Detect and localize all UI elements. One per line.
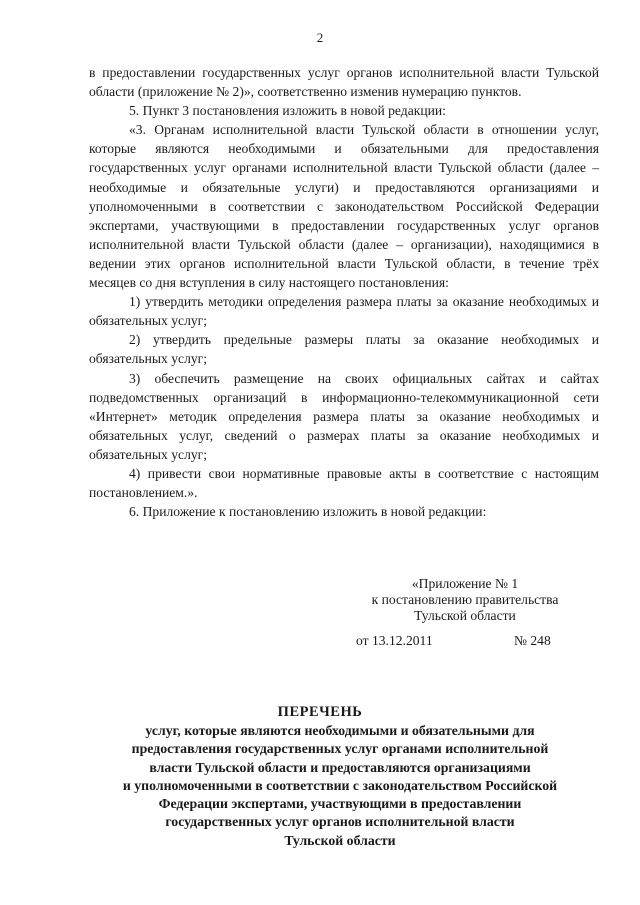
- appendix-region: Тульской области: [414, 608, 516, 623]
- appendix-date: от 13.12.2011: [356, 633, 433, 648]
- list-subtitle-line: Тульской области: [284, 832, 396, 848]
- paragraph-subitem-4: 4) привести свои нормативные правовые акты в соответствие с настоящим постановлением.».: [89, 465, 599, 501]
- appendix-reference: к постановлению правительства: [371, 592, 559, 607]
- paragraph-subitem-1: 1) утвердить методики определения размера платы за оказание необходимых и обязательных услуг;: [89, 294, 599, 329]
- page-number: 2: [316, 30, 324, 45]
- list-subtitle: [80, 722, 600, 850]
- list-subtitle-line: власти Тульской области и предоставляются организациями: [149, 759, 531, 775]
- appendix-label: «Приложение № 1: [411, 576, 519, 591]
- appendix-header: [330, 576, 600, 624]
- paragraph-subitem-3: 3) обеспечить размещение на своих официальных сайтах и сайтах подведомственных организаций в информационно-телекоммуникационной сети «Интернет» методик определения размера платы за оказание необходимых и обязательных услуг, сведений о размерах платы за оказание необходимых и обязательных услуг;: [89, 370, 599, 462]
- list-subtitle-line: государственных услуг органов исполнительной власти: [165, 814, 515, 830]
- list-subtitle-line: Федерации экспертами, участвующими в предоставлении: [158, 796, 522, 812]
- paragraph-subitem-2: 2) утвердить предельные размеры платы за оказание необходимых и обязательных услуг;: [89, 332, 599, 367]
- document-body: [89, 63, 599, 521]
- list-title: ПЕРЕЧЕНЬ: [277, 704, 363, 720]
- appendix-number: № 248: [514, 633, 551, 648]
- list-subtitle-line: предоставления государственных услуг органами исполнительной: [131, 741, 549, 757]
- paragraph-item-6: 6. Приложение к постановлению изложить в новой редакции:: [129, 504, 487, 520]
- list-subtitle-line: и уполномоченными в соответствии с законодательством Российской: [122, 777, 558, 793]
- paragraph-item-5: 5. Пункт 3 постановления изложить в новой редакции:: [129, 103, 446, 119]
- paragraph-point-3: «3. Органам исполнительной власти Тульской области в отношении услуг, которые являются необходимыми и обязательными для предоставления государственных услуг органами исполнительной власти Тульской области (далее – необходимые и обязательные услуги) и предоставляются организациями и уполномоченными в соответствии с законодательством Российской Федерации экспертами, участвующими в предоставлении государственных услуг органов исполнительной власти Тульской области (далее – организации), находящимися в ведении этих органов исполнительной власти Тульской области, в течение трёх месяцев со дня вступления в силу настоящего постановления:: [89, 122, 599, 291]
- list-subtitle-line: услуг, которые являются необходимыми и обязательными для: [145, 723, 535, 738]
- paragraph-continuation: в предоставлении государственных услуг органов исполнительной власти Тульской области (приложение № 2)», соответственно изменив нумерацию пунктов.: [89, 65, 599, 100]
